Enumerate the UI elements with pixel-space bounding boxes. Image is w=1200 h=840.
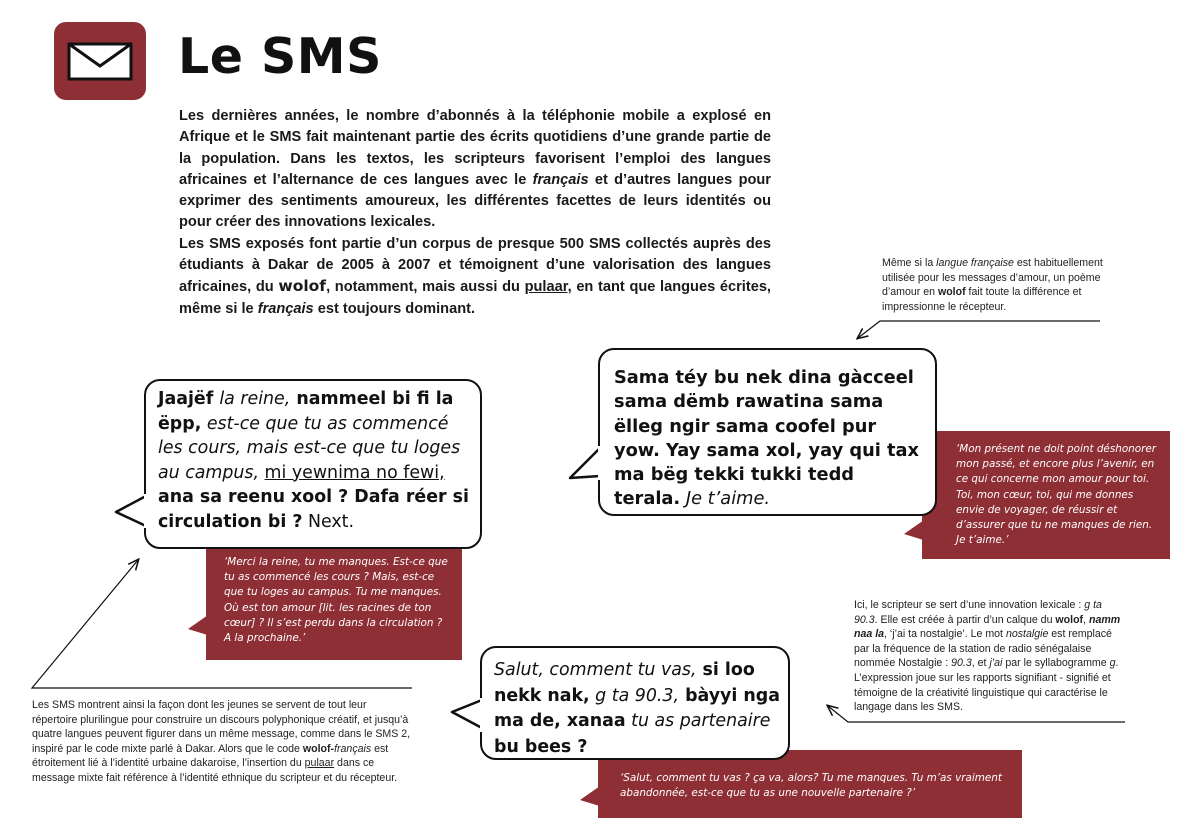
sms-3-translation-tail [580, 786, 606, 810]
sms-3-bubble-tail [452, 700, 486, 736]
sms-2-bubble-tail [570, 448, 604, 484]
sms-2-translation-tail [904, 520, 930, 544]
sms-1-translation: ‘Merci la reine, tu me manques. Est-ce que tu as commencé les cours ? Mais, est-ce que tu loges au campus. Tu me manques. Où est ton amour [lit. les racines de ton cœur] ? Il s’est perdu dans la circulation ? A la prochaine.’ [206, 538, 462, 660]
sms-3-bubble: Salut, comment tu vas, si loo nekk nak, g ta 90.3, bàyyi nga ma de, xanaa tu as partenaire bu bees ? [480, 646, 790, 760]
sms-3-translation: ‘Salut, comment tu vas ? ça va, alors? Tu me manques. Tu m’as vraiment abandonnée, est-ce que tu as une nouvelle partenaire ?’ [598, 750, 1022, 818]
intro-paragraph-2: Les SMS exposés font partie d’un corpus de presque 500 SMS collectés auprès des étudiants à Dakar de 2005 à 2007 et témoignent d’une valorisation des langues africaines, du wolof, notamment, mais aussi du pulaar, en tant que langues écrites, même si le français est toujours dominant. [179, 235, 771, 317]
sms-1-translation-tail [188, 615, 214, 639]
note-mid-right: Ici, le scripteur se sert d’une innovation lexicale : g ta 90.3. Elle est créée à partir d’un calque du wolof, namm naa la, ‘j’ai ta nostalgie’. Le mot nostalgie est remplacé par la fréquence de la station de radio sénégalaise nommée Nostalgie : 90.3, et j’ai par le syllabogramme g. L’expression joue sur les rapports signifiant - signifié et témoigne de la créativité linguistique qui caractérise le langage dans les SMS. [854, 599, 1121, 714]
intro-paragraph-1: Les dernières années, le nombre d’abonnés à la téléphonie mobile a explosé en Afrique et le SMS fait maintenant partie des écrits quotidiens d’une grande partie de la population. Dans les textos, les scripteurs favorisent l’emploi des langues africaines et l’alternance de ces langues avec le français et d’autres langues pour exprimer des sentiments amoureux, les différentes facettes de leurs identités ou pour créer des innovations lexicales. [179, 108, 771, 231]
sms-2-bubble: Sama téy bu nek dina gàcceel sama dëmb rawatina sama ëlleg ngir sama coofel pur yow. Yay sama xol, yay qui tax ma bëg tekki tukki tedd terala. Je t’aime. [598, 348, 937, 516]
note-bottom-left: Les SMS montrent ainsi la façon dont les jeunes se servent de tout leur répertoire plurilingue pour construire un discours polyphonique créatif, et jusqu’à quatre langues peuvent figurer dans un même message, comme dans le SMS 2, inspiré par le code mixte parlé à Dakar. Alors que le code wolof-français est étroitement lié à l’identité urbaine dakaroise, l’insertion du pulaar dans ce message mixte fait référence à l’identité ethnique du scripteur et du récepteur. [32, 699, 411, 784]
note-top-right: Même si la langue française est habituellement utilisée pour les messages d’amour, un poème d’amour en wolof fait toute la différence et impressionne le récepteur. [882, 257, 1103, 313]
sms-1-bubble: Jaajëf la reine, nammeel bi fi la ëpp, est-ce que tu as commencé les cours, mais est-ce que tu loges au campus, mi yewnima no fewi, ana sa reenu xool ? Dafa réer si circulation bi ? Next. [144, 379, 482, 549]
page-title: Le SMS [178, 28, 382, 85]
arrow-top-right [858, 321, 1100, 338]
sms-1-bubble-tail [116, 496, 150, 534]
sms-2-translation: ‘Mon présent ne doit point déshonorer mon passé, et encore plus l’avenir, en ce qui concerne mon amour pour toi. Toi, mon cœur, toi, qui me donnes envie de voyager, de réussir et d’assurer que tu ne manques de rien. Je t’aime.’ [922, 431, 1170, 559]
arrow-mid-right [828, 706, 1125, 722]
